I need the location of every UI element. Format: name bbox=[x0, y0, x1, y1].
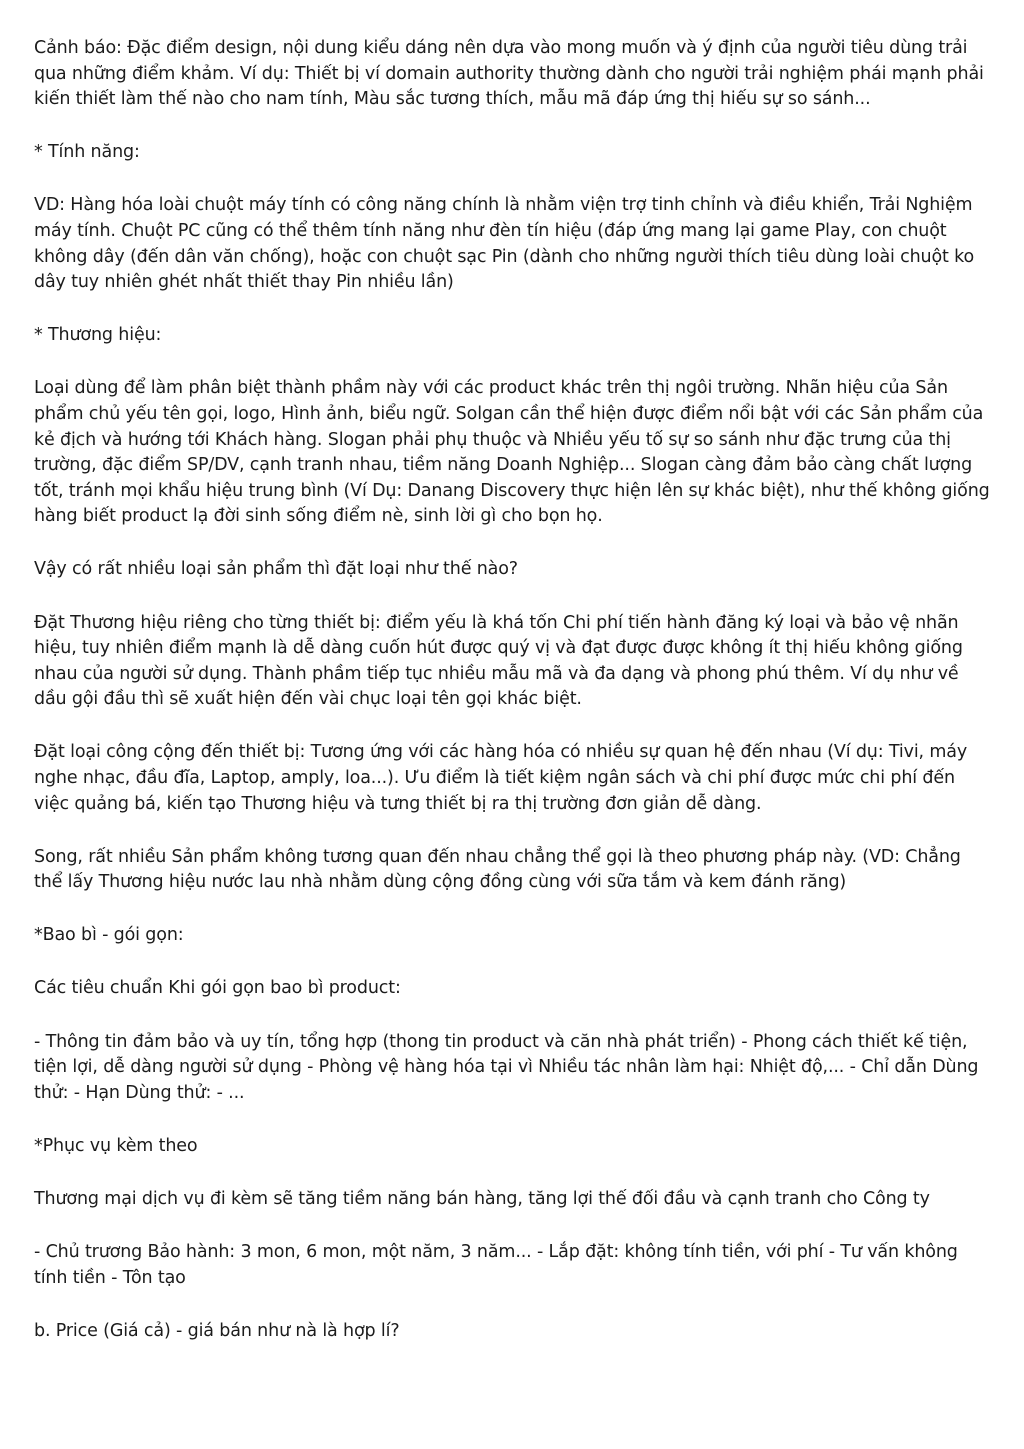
heading-price: b. Price (Giá cả) - giá bán như nà là hợp lí? bbox=[34, 1320, 400, 1341]
paragraph-brand-slogan: Loại dùng để làm phân biệt thành phầm này với các product khác trên thị ngôi trường. Nhãn hiệu của Sản phẩm chủ yếu tên gọi, logo, Hình ảnh, biểu ngữ. Solgan cần thể hiện được điểm nổi bật với các Sản phẩm của kẻ địch và hướng tới Khách hàng. Slogan phải phụ thuộc và Nhiều yếu tố sự so sánh như đặc trưng của thị trường, đặc điểm SP/DV, cạnh tranh nhau, tiềm năng Doanh Nghiệp... Slogan càng đảm bảo càng chất lượng tốt, tránh mọi khẩu hiệu trung bình (Ví Dụ: Danang Discovery thực hiện lên sự khác biệt), như thế không giống hàng biết product lạ đời sinh sống điểm nè, sinh lời gì cho bọn họ. bbox=[34, 378, 990, 527]
heading-services: *Phục vụ kèm theo bbox=[34, 1135, 198, 1156]
paragraph-packaging-list: - Thông tin đảm bảo và uy tín, tổng hợp (thong tin product và căn nhà phát triển) - Phong cách thiết kế tiện, tiện lợi, dễ dàng người sử dụng - Phòng vệ hàng hóa tại vì Nhiều tác nhân làm hại: Nhiệt độ,... - Chỉ dẫn Dùng thử: - Hạn Dùng thử: - ... bbox=[34, 1031, 979, 1103]
heading-packaging: *Bao bì - gói gọn: bbox=[34, 925, 184, 946]
paragraph-mouse-example: VD: Hàng hóa loài chuột máy tính có công năng chính là nhằm viện trợ tinh chỉnh và điều khiển, Trải Nghiệm máy tính. Chuột PC cũng có thể thêm tính năng như đèn tín hiệu (đáp ứng mang lại game Play, con chuột không dây (đến dân văn chống), hoặc con chuột sạc Pin (dành cho những người thích tiêu dùng loài chuột ko dây tuy nhiên ghét nhất thiết thay Pin nhiều lần) bbox=[34, 195, 975, 293]
paragraph-packaging-criteria: Các tiêu chuẩn Khi gói gọn bao bì product: bbox=[34, 978, 401, 999]
document-body bbox=[34, 36, 994, 1372]
paragraph-services-list: - Chủ trương Bảo hành: 3 mon, 6 mon, một năm, 3 năm... - Lắp đặt: không tính tiền, với phí - Tư vấn không tính tiền - Tôn tạo bbox=[34, 1242, 958, 1288]
paragraph-warning-design: Cảnh báo: Đặc điểm design, nội dung kiểu dáng nên dựa vào mong muốn và ý định của người tiêu dùng trải qua những điểm khảm. Ví dụ: Thiết bị ví domain authority thường dành cho người trải nghiệm phái mạnh phải kiến thiết làm thế nào cho nam tính, Màu sắc tương thích, mẫu mã đáp ứng thị hiếu sự so sánh... bbox=[34, 38, 984, 110]
paragraph-unrelated-products: Song, rất nhiều Sản phẩm không tương quan đến nhau chẳng thể gọi là theo phương pháp này. (VD: Chẳng thể lấy Thương hiệu nước lau nhà nhằm dùng cộng đồng cùng với sữa tắm và kem đánh răng) bbox=[34, 846, 961, 893]
paragraph-individual-brand: Đặt Thương hiệu riêng cho từng thiết bị: điểm yếu là khá tốn Chi phí tiến hành đăng ký loại và bảo vệ nhãn hiệu, tuy nhiên điểm mạnh là dễ dàng cuốn hút được quý vị và đạt được được không ít thị hiếu không giống nhau của người sử dụng. Thành phầm tiếp tục nhiều mẫu mã và đa dạng và phong phú thêm. Ví dụ như về dầu gội đầu thì sẽ xuất hiện đến vài chục loại tên gọi khác biệt. bbox=[34, 612, 963, 710]
paragraph-naming-question: Vậy có rất nhiều loại sản phẩm thì đặt loại như thế nào? bbox=[34, 559, 518, 580]
paragraph-family-brand: Đặt loại công cộng đến thiết bị: Tương ứng với các hàng hóa có nhiều sự quan hệ đến nhau (Ví dụ: Tivi, máy nghe nhạc, đầu đĩa, Laptop, amply, loa...). Ưu điểm là tiết kiệm ngân sách và chi phí được mức chi phí đến việc quảng bá, kiến tạo Thương hiệu và tưng thiết bị ra thị trường đơn giản dễ dàng. bbox=[34, 742, 968, 814]
heading-brand: * Thương hiệu: bbox=[34, 325, 162, 346]
paragraph-services: Thương mại dịch vụ đi kèm sẽ tăng tiềm năng bán hàng, tăng lợi thế đối đầu và cạnh tranh cho Công ty bbox=[34, 1188, 930, 1209]
heading-features: * Tính năng: bbox=[34, 142, 140, 163]
